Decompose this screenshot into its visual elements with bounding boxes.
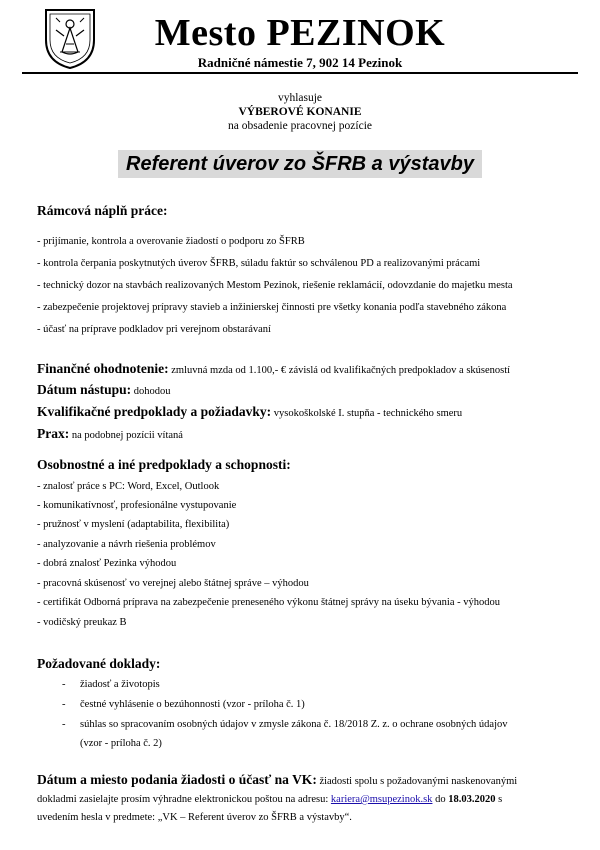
- detail-experience: [37, 426, 183, 442]
- skill-item: - certifikát Odborná príprava na zabezpečenie preneseného výkonu štátnej správy na úseku bývania - výhodou: [37, 597, 500, 608]
- bullet-dash: -: [62, 679, 66, 690]
- intro-line-3: na obsadenie pracovnej pozície: [227, 120, 372, 132]
- detail-label: Prax:: [37, 426, 70, 441]
- skill-item: - dobrá znalosť Pezinka výhodou: [37, 558, 177, 569]
- document-item: [62, 719, 508, 730]
- documents-heading: Požadované doklady:: [37, 656, 161, 671]
- detail-value: dohodou: [133, 386, 171, 397]
- detail-value: na podobnej pozícii vítaná: [71, 430, 183, 441]
- bullet-dash: -: [62, 719, 66, 730]
- duty-item: - kontrola čerpania poskytnutých úverov ŠFRB, súladu faktúr so schválenou PD a realizovanými prácami: [37, 258, 481, 269]
- duty-item: - technický dozor na stavbách realizovaných Mestom Pezinok, riešenie reklamácií, odovzdanie do majetku mesta: [37, 280, 513, 291]
- document-item: [62, 679, 160, 690]
- intro-line-1: vyhlasuje: [277, 92, 323, 104]
- deadline-date: 18.03.2020: [448, 794, 496, 805]
- application-label: Dátum a miesto podania žiadosti o účasť na VK:: [37, 772, 317, 787]
- document-item-text: súhlas so spracovaním osobných údajov v zmysle zákona č. 18/2018 Z. z. o ochrane osobných údajov: [80, 719, 508, 730]
- duty-item: - účasť na príprave podkladov pri verejnom obstarávaní: [37, 324, 271, 335]
- detail-qualification: [37, 404, 462, 420]
- page-title: Mesto PEZINOK: [154, 12, 446, 54]
- application-info: [37, 771, 567, 827]
- skill-item: - komunikatívnosť, profesionálne vystupovanie: [37, 500, 237, 511]
- address: Radničné námestie 7, 902 14 Pezinok: [197, 55, 403, 70]
- position-title: Referent úverov zo ŠFRB a výstavby: [118, 150, 482, 178]
- skill-item: - vodičský preukaz B: [37, 617, 127, 628]
- intro-line-2: VÝBEROVÉ KONANIE: [238, 106, 362, 118]
- application-text-4: s: [498, 794, 503, 805]
- application-text-5: uvedením hesla v predmete: „VK – Referent úverov zo ŠFRB a výstavby“.: [37, 812, 352, 823]
- skill-item: - pružnosť v myslení (adaptabilita, flexibilita): [37, 519, 230, 530]
- application-text-1: žiadosti spolu s požadovanými naskenovanými: [319, 776, 518, 787]
- email-link[interactable]: kariera@msupezinok.sk: [330, 794, 433, 805]
- detail-salary: [37, 361, 510, 377]
- bullet-dash: -: [62, 699, 66, 710]
- skills-heading: Osobnostné a iné predpoklady a schopnosti:: [37, 457, 291, 472]
- document-item: [62, 699, 305, 710]
- application-text-3: do: [435, 794, 446, 805]
- skill-item: - pracovná skúsenosť vo verejnej alebo štátnej správe – výhodou: [37, 578, 309, 589]
- detail-value: vysokoškolské I. stupňa - technického smeru: [273, 408, 463, 419]
- document-item-continuation: (vzor - príloha č. 2): [80, 738, 162, 749]
- skill-item: - analyzovanie a návrh riešenia problémov: [37, 539, 216, 550]
- detail-start-date: [37, 382, 171, 398]
- detail-value: zmluvná mzda od 1.100,- € závislá od kvalifikačných predpokladov a skúseností: [171, 365, 511, 376]
- detail-label: Dátum nástupu:: [37, 382, 132, 397]
- skill-item: - znalosť práce s PC: Word, Excel, Outlook: [37, 481, 220, 492]
- detail-label: Kvalifikačné predpoklady a požiadavky:: [37, 404, 272, 419]
- document-item-text: čestné vyhlásenie o bezúhonnosti (vzor - príloha č. 1): [80, 699, 305, 710]
- document-item-text: žiadosť a životopis: [80, 679, 160, 690]
- detail-label: Finančné ohodnotenie:: [37, 361, 169, 376]
- duty-item: - zabezpečenie projektovej prípravy stavieb a inžinierskej činnosti pre všetky konania podľa stavebného zákona: [37, 302, 507, 313]
- header-divider: [22, 72, 578, 74]
- application-text-2: dokladmi zasielajte prosím výhradne elektronickou poštou na adresu:: [37, 794, 329, 805]
- duty-item: - prijímanie, kontrola a overovanie žiadostí o podporu zo ŠFRB: [37, 236, 305, 247]
- duties-heading: Rámcová náplň práce:: [37, 203, 168, 218]
